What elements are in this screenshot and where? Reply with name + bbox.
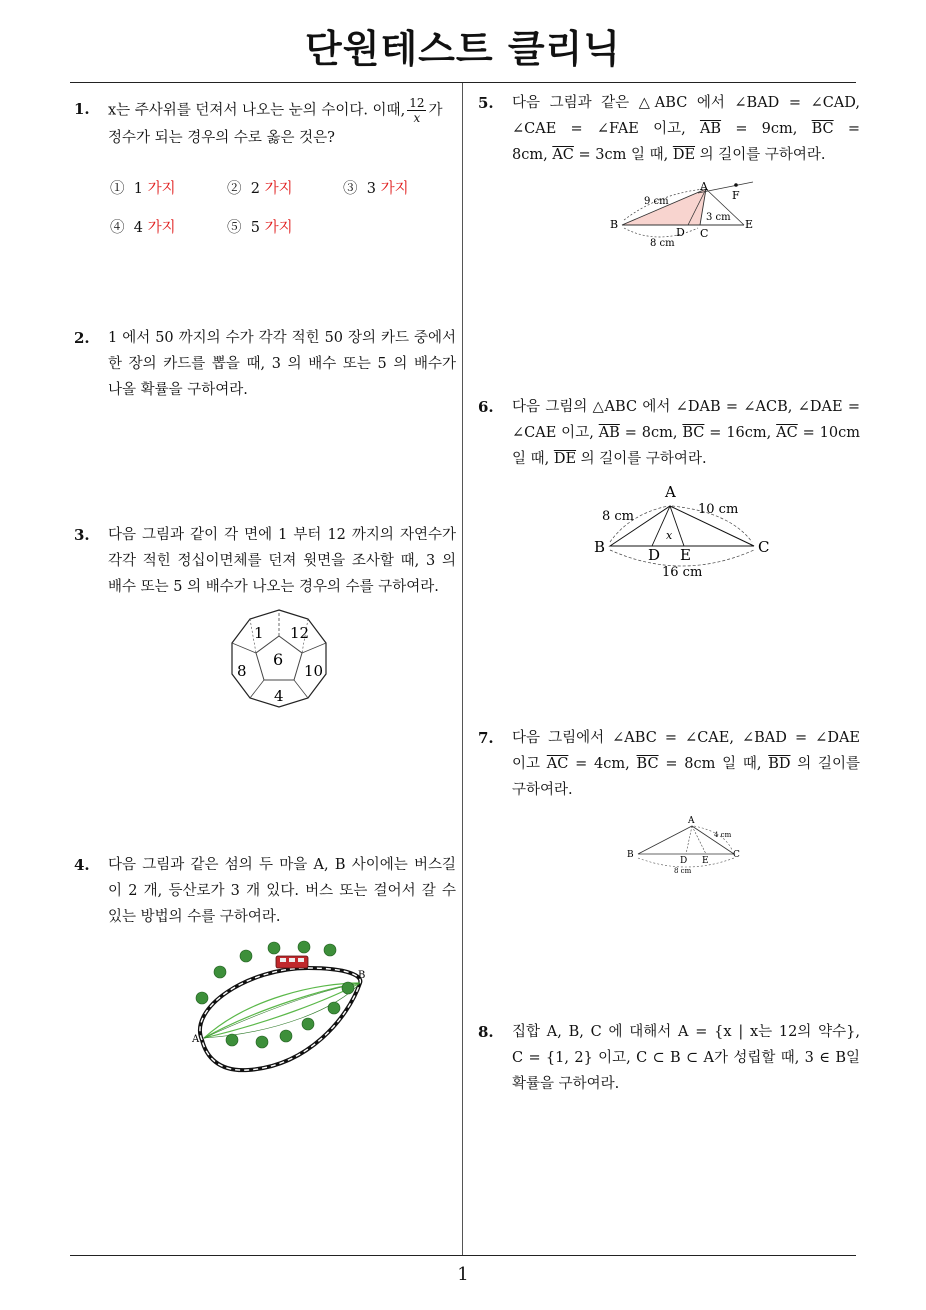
problem-text: 다음 그림에서 ∠ABC = ∠CAE, ∠BAD = ∠DAE <box>512 730 860 746</box>
problem-number: 8. <box>478 1023 494 1041</box>
face-label: 12 <box>290 624 310 642</box>
problem-text: x는 주사위를 던져서 나오는 눈의 수이다. 이때, <box>108 102 406 119</box>
point-label: A <box>192 1034 200 1045</box>
page-number: 1 <box>457 1264 469 1285</box>
problem-text: 나올 확률을 구하여라. <box>108 382 248 398</box>
problem-6 <box>478 394 860 472</box>
angle-label: x <box>666 529 673 542</box>
problem-3 <box>74 522 456 600</box>
length-label: 16 cm <box>662 565 703 580</box>
problem-number: 5. <box>478 94 494 112</box>
vertex-label: C <box>700 227 709 240</box>
problem-text: 다음 그림과 같이 각 면에 1 부터 12 까지의 자연수가 <box>108 527 456 543</box>
face-label: 10 <box>304 662 324 680</box>
length-label: 8 cm <box>650 238 675 249</box>
problem-text: 이 2 개, 등산로가 3 개 있다. 버스 또는 걸어서 갈 수 <box>108 883 456 899</box>
problem-text: 한 장의 카드를 뽑을 때, 3 의 배수 또는 5 의 배수가 <box>108 356 456 372</box>
problem-7 <box>478 725 860 803</box>
length-label: 8 cm <box>602 509 635 524</box>
length-label: 10 cm <box>698 502 739 517</box>
choice-3[interactable]: ③ 3 가지 <box>343 181 409 197</box>
problem-number: 6. <box>478 398 494 416</box>
problem-2 <box>74 325 456 403</box>
problem-text: 8cm, $\overline{AC} = 3cm$ 일 때, $\overline{DE}$ 의 길이를 구하여라. <box>512 147 826 163</box>
problem-text: 정수가 되는 경우의 수로 옳은 것은? <box>108 130 335 146</box>
problem-4 <box>74 852 456 930</box>
problem-text: C = {1, 2} 이고, C ⊂ B ⊂ A가 성립할 때, 3 ∈ B일 <box>512 1050 860 1066</box>
problem-text: 이고 $\overline{AC} = 4cm$, $\overline{BC} = 8cm$ 일 때, $\overline{BD}$ 의 길이를 <box>512 756 861 772</box>
bottom-rule <box>70 1255 856 1256</box>
problem-text: 일 때, $\overline{DE}$ 의 길이를 구하여라. <box>512 451 707 467</box>
island-figure <box>188 938 374 1074</box>
problem-number: 7. <box>478 729 494 747</box>
problem-5 <box>478 90 860 168</box>
vertex-label: D <box>680 856 688 866</box>
problem-text: 구하여라. <box>512 782 573 798</box>
face-label: 4 <box>274 687 284 705</box>
choice-5[interactable]: ⑤ 5 가지 <box>227 220 293 236</box>
problem-text: 집합 A, B, C 에 대해서 A = {x | x는 12의 약수}, <box>512 1024 860 1040</box>
point-label: B <box>358 970 366 981</box>
vertex-label: C <box>758 538 770 556</box>
problem-text: 다음 그림의 △ABC 에서 ∠DAB = ∠ACB, ∠DAE = <box>512 399 860 415</box>
length-label: 4 cm <box>714 831 732 839</box>
problem-text: 각각 적힌 정십이면체를 던져 윗면을 조사할 때, 3 의 <box>108 553 456 569</box>
vertex-label: A <box>665 483 676 501</box>
column-divider <box>462 83 463 1255</box>
problem-number: 2. <box>74 329 90 347</box>
vertex-label: A <box>688 816 695 826</box>
dodecahedron-figure <box>228 608 330 710</box>
vertex-label: D <box>676 226 685 239</box>
face-label: 6 <box>273 650 284 669</box>
vertex-label: E <box>680 546 691 564</box>
problem-number: 1. <box>74 100 90 118</box>
face-label: 8 <box>237 662 247 680</box>
problem-8 <box>478 1019 860 1097</box>
problem-number: 4. <box>74 856 90 874</box>
face-label: 1 <box>254 624 264 642</box>
choice-2[interactable]: ② 2 가지 <box>227 181 293 197</box>
problem-text: 있는 방법의 수를 구하여라. <box>108 909 281 925</box>
choice-4[interactable]: ④ 4 가지 <box>110 220 176 236</box>
problem-number: 3. <box>74 526 90 544</box>
length-label: 8 cm <box>674 867 692 875</box>
vertex-label: B <box>594 538 606 556</box>
fraction: $\frac{12}{x}$ <box>409 96 425 125</box>
vertex-label: F <box>732 189 740 202</box>
vertex-label: B <box>627 850 634 860</box>
length-label: 9 cm <box>644 196 669 207</box>
problem-text: 1 에서 50 까지의 수가 각각 적힌 50 장의 카드 중에서 <box>108 330 456 346</box>
problem-text: 다음 그림과 같은 △ABC 에서 ∠BAD = ∠CAD, <box>512 95 860 111</box>
vertex-label: C <box>733 850 740 860</box>
length-label: 3 cm <box>706 212 731 223</box>
problem-text: ∠CAE 이고, $\overline{AB} = 8cm$, $\overline{BC} = 16cm$, $\overline{AC} = 10cm$ <box>512 425 860 441</box>
problem-text: ∠CAE = ∠FAE 이고, $\overline{AB} = 9cm$, $\overline{BC}$ = <box>512 121 861 137</box>
problem-1: 1. x는 주사위를 던져서 나오는 눈의 수이다. 이때, $\frac{12}{x}$ 가 정수가 되는 경우의 수로 옳은 것은? <box>74 96 456 151</box>
top-rule <box>70 82 856 83</box>
triangle-figure-5 <box>608 180 758 250</box>
triangle-figure-7 <box>624 812 744 876</box>
problem-text: 다음 그림과 같은 섬의 두 마을 A, B 사이에는 버스길 <box>108 857 456 873</box>
vertex-label: A <box>700 180 708 193</box>
triangle-figure-6 <box>590 482 776 580</box>
page-title: 단원테스트 클리닉 <box>305 27 621 71</box>
vertex-label: E <box>702 856 709 866</box>
problem-text: 확률을 구하여라. <box>512 1076 620 1092</box>
vertex-label: D <box>648 546 661 564</box>
vertex-label: E <box>745 218 754 231</box>
choice-1[interactable]: ① 1 가지 <box>110 181 176 197</box>
vertex-label: B <box>610 218 619 231</box>
problem-text: 배수 또는 5 의 배수가 나오는 경우의 수를 구하여라. <box>108 579 439 595</box>
